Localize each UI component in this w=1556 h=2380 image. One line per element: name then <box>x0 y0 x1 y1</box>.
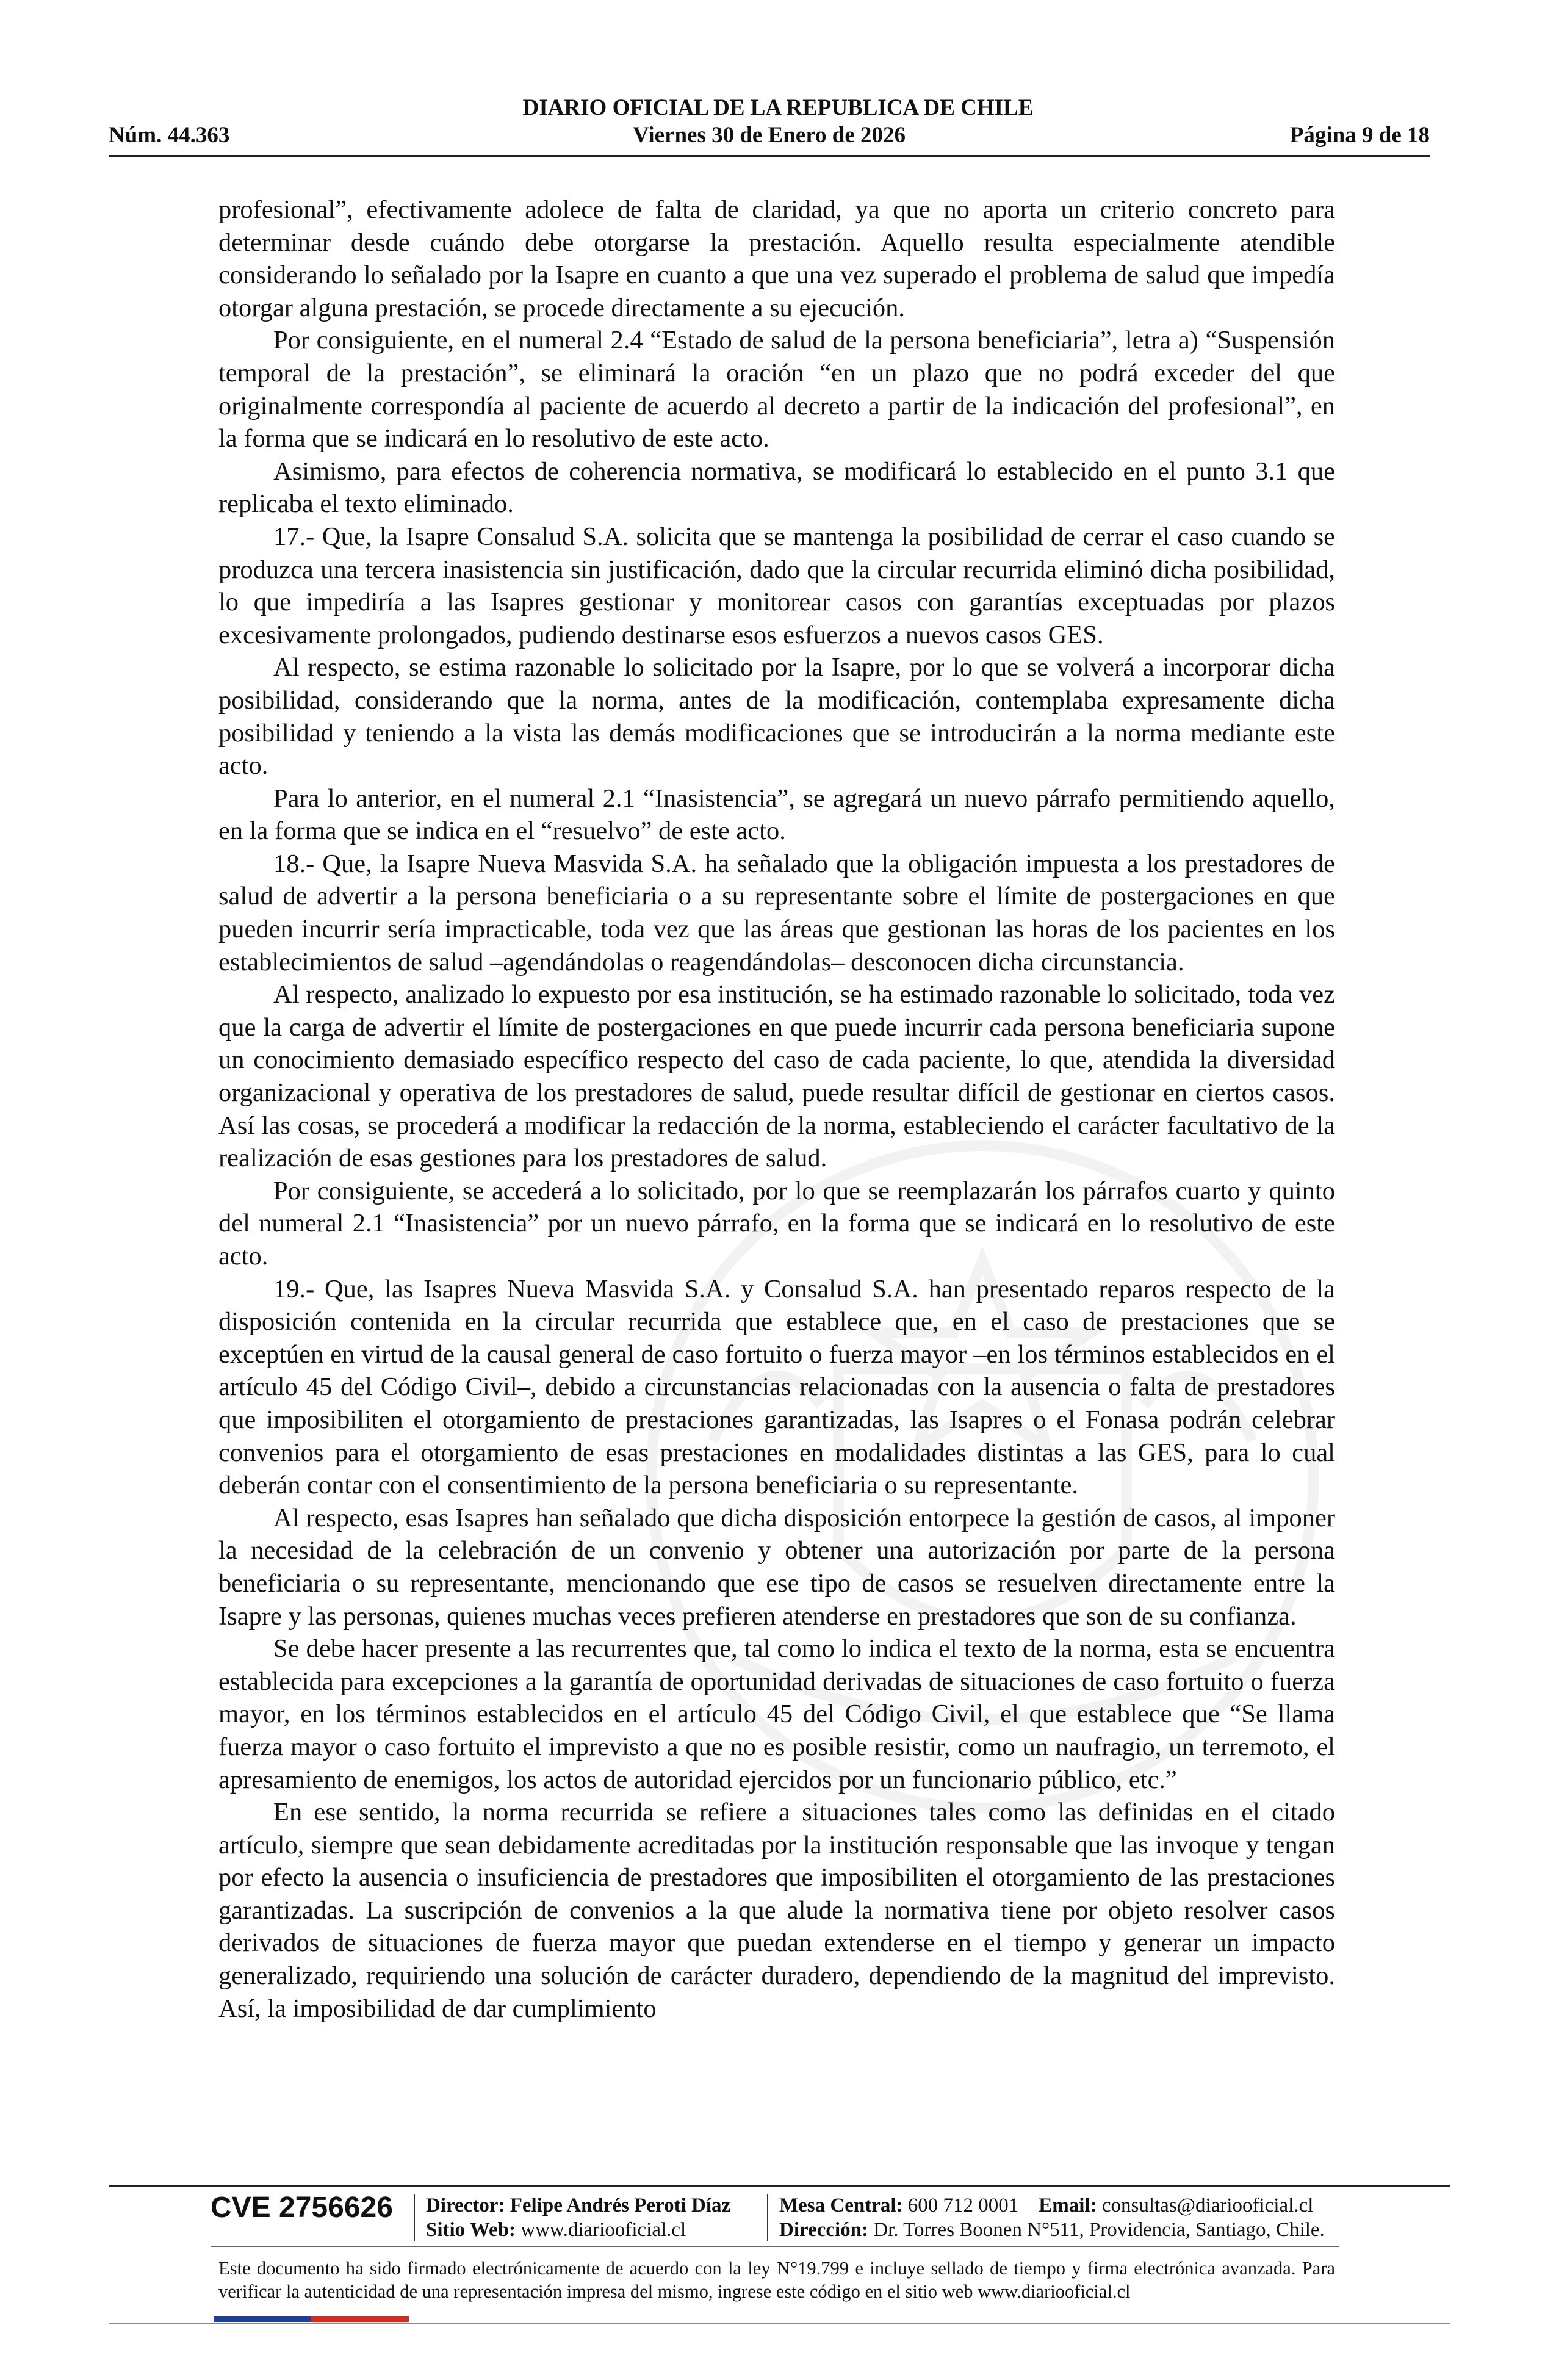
issue-number: Núm. 44.363 <box>109 123 230 148</box>
paragraph: 19.- Que, las Isapres Nueva Masvida S.A. y Consalud S.A. han presentado reparos respecto de la disposición contenida en la circular recurrida que establece que, en el caso de prestaciones que se exceptúen en virtud de la causal general de caso fortuito o fuerza mayor –en los términos establecidos en el artículo 45 del Código Civil–, debido a circunstancias relacionadas con la ausencia o falta de prestadores que imposibiliten el otorgamiento de prestaciones garantizadas, las Isapres o el Fonasa podrán celebrar convenios para el otorgamiento de esas prestaciones en modalidades distintas a las GES, para lo cual deberán contar con el consentimiento de la persona beneficiaria o su representante. <box>218 1274 1335 1500</box>
footer-contact-block <box>779 2193 1325 2242</box>
publication-title: DIARIO OFICIAL DE LA REPUBLICA DE CHILE <box>522 95 1034 120</box>
paragraph: Asimismo, para efectos de coherencia normativa, se modificará lo establecido en el punto 3.1 que replicaba el texto eliminado. <box>218 456 1335 519</box>
issue-date: Viernes 30 de Enero de 2026 <box>632 123 906 148</box>
paragraph: Por consiguiente, en el numeral 2.4 “Estado de salud de la persona beneficiaria”, letra a) “Suspensión temporal de la prestación”, se eliminará la oración “en un plazo que no podrá exceder del que originalmente correspondía al paciente de acuerdo al decreto a partir de la indicación del profesional”, en la forma que se indicará en lo resolutivo de este acto. <box>218 326 1335 453</box>
cve-code: CVE 2756626 <box>211 2191 393 2224</box>
signature-note: Este documento ha sido firmado electrónicamente de acuerdo con la ley N°19.799 e incluye sellado de tiempo y firma electrónica avanzada. Para verificar la autenticidad de una representación impresa del mismo, ingrese este código en el sitio web www.diariooficial.cl <box>218 2258 1335 2302</box>
paragraph: 18.- Que, la Isapre Nueva Masvida S.A. ha señalado que la obligación impuesta a los prestadores de salud de advertir a la persona beneficiaria o a su representante sobre el límite de postergaciones en que pueden incurrir sería impracticable, toda vez que las áreas que gestionan las horas de los pacientes en los establecimientos de salud –agendándolas o reagendándolas– desconocen dicha circunstancia. <box>218 849 1335 976</box>
paragraph: Al respecto, analizado lo expuesto por esa institución, se ha estimado razonable lo solicitado, toda vez que la carga de advertir el límite de postergaciones en que puede incurrir cada persona beneficiaria supone un conocimiento demasiado específico respecto del caso de cada paciente, lo que, atendida la diversidad organizacional y operativa de los prestadores de salud, puede resultar difícil de gestionar en ciertos casos. Así las cosas, se procederá a modificar la redacción de la norma, estableciendo el carácter facultativo de la realización de esas gestiones para los prestadores de salud. <box>218 980 1335 1173</box>
paragraph: En ese sentido, la norma recurrida se refiere a situaciones tales como las definidas en el citado artículo, siempre que sean debidamente acreditadas por la institución responsable que las invoque y tengan por efecto la ausencia o insuficiencia de prestadores que imposibiliten el otorgamiento de las prestaciones garantizadas. La suscripción de convenios a la que alude la normativa tiene por objeto resolver casos derivados de situaciones de fuerza mayor que puedan extenderse en el tiempo y generar un impacto generalizado, requiriendo una solución de carácter duradero, dependiendo de la magnitud del imprevisto. Así, la imposibilidad de dar cumplimiento <box>218 1798 1335 2023</box>
director-label: Director: <box>426 2194 505 2216</box>
email-label: Email: <box>1039 2194 1097 2216</box>
footer-separator <box>414 2194 415 2241</box>
footer-inner-divider <box>211 2246 1339 2247</box>
paragraph: profesional”, efectivamente adolece de falta de claridad, ya que no aporta un criterio concreto para determinar desde cuándo debe otorgarse la prestación. Aquello resulta especialmente atendible considerando lo señalado por la Isapre en cuanto a que una vez superado el problema de salud que impedía otorgar alguna prestación, se procede directamente a su ejecución. <box>218 195 1335 322</box>
paragraph: Al respecto, se estima razonable lo solicitado por la Isapre, por lo que se volverá a incorporar dicha posibilidad, considerando que la norma, antes de la modificación, contemplaba expresamente dicha posibilidad y teniendo a la vista las demás modificaciones que se introducirán a la norma mediante este acto. <box>218 653 1335 781</box>
phone-value: 600 712 0001 <box>907 2194 1019 2216</box>
document-body <box>218 193 1335 2025</box>
footer-separator <box>767 2194 768 2241</box>
paragraph: Al respecto, esas Isapres han señalado que dicha disposición entorpece la gestión de casos, al imponer la necesidad de la celebración de un convenio y obtener una autorización por parte de la persona beneficiaria o su representante, mencionando que ese tipo de casos se resuelven directamente entre la Isapre y las personas, quienes muchas veces prefieren atenderse en prestadores que son de su confianza. <box>218 1503 1335 1631</box>
paragraph: Se debe hacer presente a las recurrentes que, tal como lo indica el texto de la norma, esta se encuentra establecida para excepciones a la garantía de oportunidad derivadas de situaciones de caso fortuito o fuerza mayor, en los términos establecidos en el artículo 45 del Código Civil, el que establece que “Se llama fuerza mayor o caso fortuito el imprevisto a que no es posible resistir, como un naufragio, un terremoto, el apresamiento de enemigos, los actos de autoridad ejercidos por un funcionario público, etc.” <box>218 1634 1335 1794</box>
paragraph: Para lo anterior, en el numeral 2.1 “Inasistencia”, se agregará un nuevo párrafo permitiendo aquello, en la forma que se indica en el “resuelvo” de este acto. <box>218 784 1335 846</box>
flag-stripe-blue <box>214 2316 311 2322</box>
paragraph: 17.- Que, la Isapre Consalud S.A. solicita que se mantenga la posibilidad de cerrar el caso cuando se produzca una tercera inasistencia sin justificación, dado que la circular recurrida eliminó dicha posibilidad, lo que impediría a las Isapres gestionar y monitorear casos con garantías exceptuadas por plazos excesivamente prolongados, pudiendo destinarse esos esfuerzos a nuevos casos GES. <box>218 522 1335 649</box>
flag-stripe-red <box>311 2316 409 2322</box>
phone-label: Mesa Central: <box>779 2194 903 2216</box>
address-value: Dr. Torres Boonen N°511, Providencia, Santiago, Chile. <box>873 2219 1325 2241</box>
footer-divider <box>109 2185 1450 2187</box>
bottom-divider <box>109 2323 1450 2324</box>
footer-director-block <box>426 2193 730 2242</box>
page-number: Página 9 de 18 <box>1289 123 1430 148</box>
director-name: Felipe Andrés Peroti Díaz <box>510 2194 731 2216</box>
email-link[interactable]: consultas@diariooficial.cl <box>1101 2194 1314 2216</box>
address-label: Dirección: <box>779 2219 869 2241</box>
web-label: Sitio Web: <box>426 2219 516 2241</box>
header-divider <box>109 155 1430 157</box>
web-link[interactable]: www.diariooficial.cl <box>520 2219 686 2241</box>
paragraph: Por consiguiente, se accederá a lo solicitado, por lo que se reemplazarán los párrafos cuarto y quinto del numeral 2.1 “Inasistencia” por un nuevo párrafo, en la forma que se indicará en lo resolutivo de este acto. <box>218 1176 1335 1271</box>
